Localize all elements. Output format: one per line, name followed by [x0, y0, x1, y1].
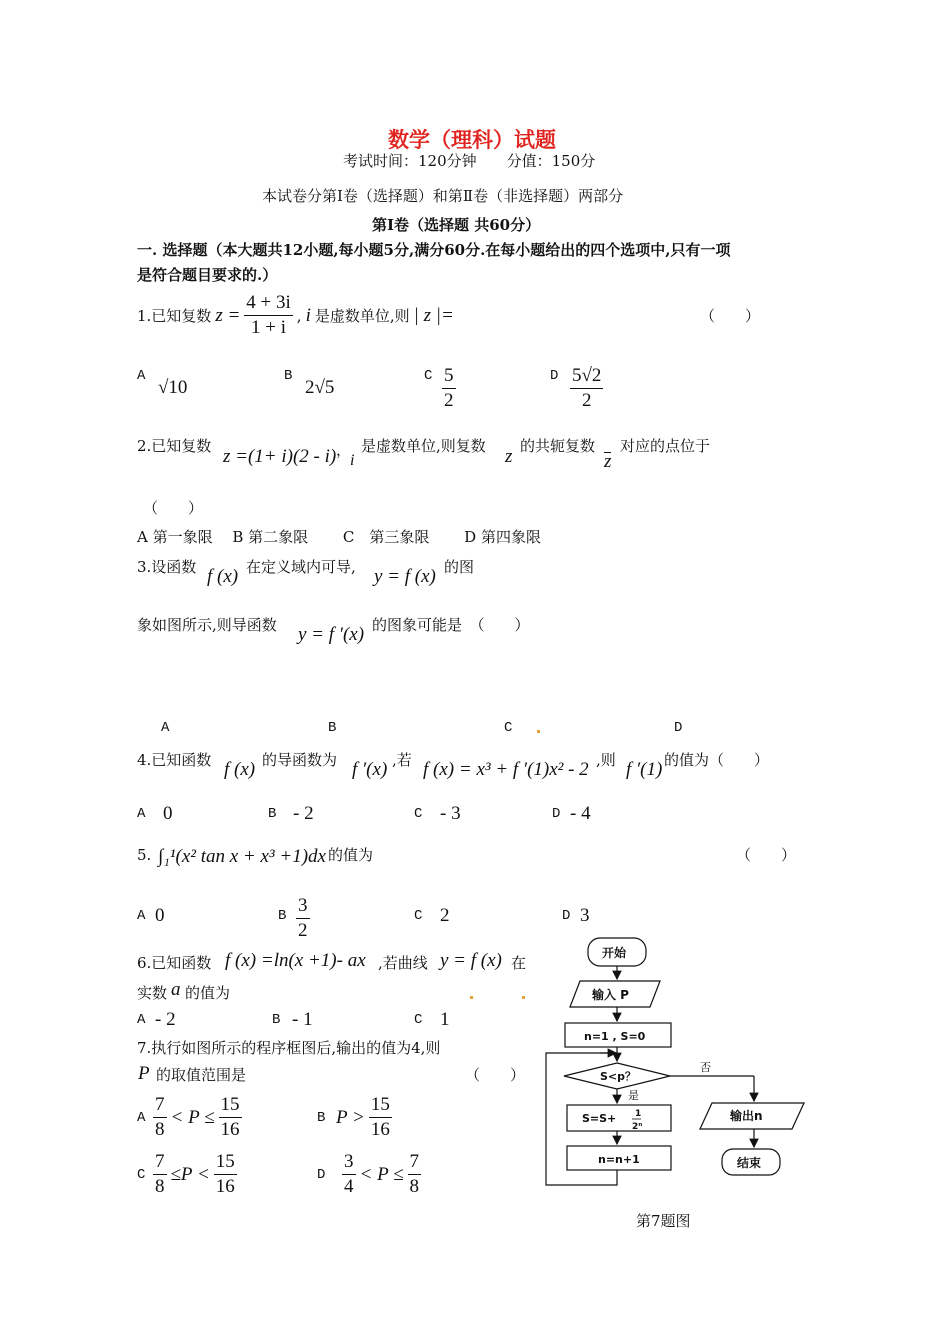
q1-option-a-label: A	[137, 368, 146, 384]
q2-comma: ，	[336, 441, 352, 459]
flowchart-no-label: 否	[700, 1061, 711, 1074]
q4-fpx: f ′(x)	[352, 759, 388, 780]
q6-a: a	[171, 979, 181, 1000]
flowchart-input-label: 输入 P	[592, 988, 629, 1002]
q3-prefix: 3.设函数	[137, 558, 197, 576]
q3-yfpx: y = f ′(x)	[298, 624, 365, 645]
q7-option-d	[342, 1151, 421, 1198]
q4-option-c-value: - 3	[440, 803, 461, 824]
q1-abs: | z |=	[413, 304, 454, 326]
flowchart-frac-den: 2ⁿ	[632, 1122, 643, 1132]
frac-num: 7	[408, 1151, 422, 1175]
frac-num: 15	[369, 1094, 392, 1118]
q5-prefix: 5.	[137, 846, 152, 864]
q7-line1: 7.执行如图所示的程序框图后,输出的值为4,则	[137, 1039, 441, 1057]
q2-expression: z =(1+ i)(2 - i)	[223, 446, 337, 467]
q5-text2: 的值为	[328, 846, 374, 864]
q3-fx: f (x)	[207, 566, 239, 587]
frac-num: 7	[153, 1151, 167, 1175]
q7-option-d-label: D	[317, 1167, 326, 1183]
q3-option-a: A	[161, 720, 170, 736]
page-title: 数学（理科）试题	[388, 127, 556, 152]
question-2	[137, 436, 211, 456]
q7-option-b-right-frac	[369, 1094, 392, 1141]
flowchart-yes-label: 是	[628, 1089, 639, 1102]
q1-option-c-fraction	[442, 365, 456, 412]
q4-option-a-label: A	[137, 806, 146, 822]
scan-speck	[537, 730, 540, 733]
scan-speck	[522, 996, 525, 999]
q5-option-c-value: 2	[440, 905, 450, 926]
q7-option-b	[336, 1094, 392, 1141]
frac-num: 7	[153, 1094, 167, 1118]
q6-option-a-label: A	[137, 1012, 146, 1028]
flowchart-frac-num: 1	[635, 1109, 642, 1119]
q1-prefix: 1.已知复数	[137, 306, 212, 325]
q7-answer-paren: （ ）	[465, 1066, 526, 1084]
q7-option-c	[153, 1151, 237, 1198]
q6-curve: y = f (x)	[440, 950, 502, 971]
q1-option-a-value: √10	[158, 377, 188, 398]
q7-option-b-label: B	[317, 1110, 326, 1126]
q5-answer-paren: （ ）	[736, 846, 797, 864]
q2-zbar: z	[604, 451, 612, 472]
question-1	[137, 292, 454, 339]
q1-option-c-num: 5	[442, 365, 456, 389]
frac-den: 8	[155, 1119, 165, 1140]
q3-text3: 的图	[444, 558, 475, 576]
frac-den: 8	[155, 1176, 165, 1197]
q2-text4: 对应的点位于	[620, 437, 711, 455]
flowchart-update-s-label: S=S+	[582, 1112, 617, 1125]
q1-option-b-value: 2√5	[305, 377, 335, 398]
q6-option-b-value: - 1	[292, 1009, 313, 1030]
frac-den: 4	[344, 1176, 354, 1197]
q7-option-c-mid: ≤P <	[170, 1163, 210, 1185]
q6-option-a-value: - 2	[155, 1009, 176, 1030]
q6-option-c-value: 1	[440, 1009, 450, 1030]
flowchart-start-label: 开始	[602, 946, 627, 960]
q2-options: A 第一象限 B 第二象限 C 第三象限 D 第四象限	[137, 528, 541, 546]
q2-answer-paren: （ ）	[143, 499, 204, 517]
q4-option-c-label: C	[414, 806, 423, 822]
q1-option-d-num: 5√2	[570, 365, 603, 389]
q7-option-d-mid: < P ≤	[359, 1163, 404, 1185]
q3-option-d: D	[674, 720, 683, 736]
q2-i: i	[350, 452, 355, 469]
flowchart-end-label: 结束	[737, 1156, 762, 1170]
q3-text2: 在定义域内可导,	[246, 558, 356, 576]
flowchart-caption: 第7题图	[636, 1212, 691, 1230]
q1-fraction	[244, 292, 293, 339]
q2-z: z	[505, 446, 513, 467]
flowchart-update-n-label: n=n+1	[598, 1153, 640, 1166]
q5-option-d-label: D	[562, 908, 571, 924]
q5-option-b-num: 3	[296, 895, 310, 919]
q1-numerator: 4 + 3i	[244, 292, 293, 316]
flowchart-condition-label: S<p？	[600, 1070, 637, 1083]
q4-option-d-label: D	[552, 806, 561, 822]
q4-fp1: f ′(1)	[626, 759, 663, 780]
exam-info: 考试时间：120分钟 分值：150分	[343, 152, 596, 170]
q5-option-a-value: 0	[155, 905, 165, 926]
q5-option-d-value: 3	[580, 905, 590, 926]
q7-option-d-right-frac	[408, 1151, 422, 1198]
q6-text2: ,若曲线	[378, 954, 428, 972]
q6-prefix: 6.已知函数	[137, 954, 212, 972]
q7-option-d-left-frac	[342, 1151, 356, 1198]
q2-text2: 是虚数单位,则复数	[361, 437, 486, 455]
q4-option-a-value: 0	[163, 803, 173, 824]
q5-option-c-label: C	[414, 908, 423, 924]
q7-option-a-mid: < P ≤	[170, 1106, 215, 1128]
q7-option-a-left-frac	[153, 1094, 167, 1141]
q4-text4: ,则	[596, 751, 616, 769]
q4-text5: 的值为（ ）	[664, 751, 770, 769]
q4-option-b-label: B	[268, 806, 277, 822]
q4-equation: f (x) = x³ + f ′(1)x² - 2	[423, 759, 589, 780]
q7-line2: 的取值范围是	[156, 1066, 247, 1084]
q3-text4: 的图象可能是 （ ）	[372, 616, 530, 634]
q1-option-d-fraction	[570, 365, 603, 412]
section-heading-line1: 一. 选择题（本大题共12小题,每小题5分,满分60分.在每小题给出的四个选项中,只有一项	[137, 241, 731, 259]
q4-option-d-value: - 4	[570, 803, 591, 824]
q5-option-b-den: 2	[298, 920, 308, 941]
q4-fx: f (x)	[224, 759, 256, 780]
scan-speck	[470, 996, 473, 999]
q4-option-b-value: - 2	[293, 803, 314, 824]
section-heading-line2: 是符合题目要求的.）	[137, 266, 278, 284]
q7-option-c-label: C	[137, 1167, 146, 1183]
frac-num: 15	[214, 1151, 237, 1175]
q5-option-b-fraction	[296, 895, 310, 942]
q5-integral: ∫₁¹(x² tan x + x³ +1)dx	[158, 846, 326, 867]
frac-den: 16	[215, 1176, 235, 1197]
q7-p: P	[138, 1063, 150, 1084]
q7-option-a	[153, 1094, 242, 1141]
q1-option-b-label: B	[284, 368, 293, 384]
q7-option-b-mid: P >	[336, 1106, 365, 1128]
q4-text3: ,若	[392, 751, 412, 769]
q1-option-c-den: 2	[444, 390, 454, 411]
part-one-heading: 第Ⅰ卷（选择题 共60分）	[372, 216, 541, 234]
q1-answer-paren: （ ）	[700, 307, 761, 325]
frac-num: 15	[219, 1094, 242, 1118]
q1-text2: 是虚数单位,则	[314, 306, 410, 325]
q6-option-b-label: B	[272, 1012, 281, 1028]
q3-yfx: y = f (x)	[374, 566, 436, 587]
q4-prefix: 4.已知函数	[137, 751, 212, 769]
frac-num: 3	[342, 1151, 356, 1175]
q7-option-a-right-frac	[219, 1094, 242, 1141]
q7-option-a-label: A	[137, 1110, 146, 1126]
q3-option-c: C	[504, 720, 513, 736]
q2-prefix: 2.已知复数	[137, 437, 212, 455]
q5-option-a-label: A	[137, 908, 146, 924]
q1-option-d-den: 2	[581, 390, 592, 411]
q7-option-c-right-frac	[214, 1151, 237, 1198]
q6-line2a: 实数	[137, 984, 168, 1002]
q1-denominator: 1 + i	[251, 317, 287, 338]
q3-option-b: B	[328, 720, 337, 736]
q6-equation: f (x) =ln(x +1)- ax	[225, 950, 366, 971]
flowchart-output-label: 输出n	[730, 1109, 763, 1123]
q1-option-d-label: D	[550, 368, 559, 384]
flowchart-figure	[540, 935, 820, 1195]
q1-option-c-label: C	[424, 368, 433, 384]
flowchart-init-label: n=1 , S=0	[584, 1030, 646, 1043]
frac-den: 8	[409, 1176, 420, 1197]
frac-den: 16	[370, 1119, 390, 1140]
q3-line2: 象如图所示,则导函数	[137, 616, 277, 634]
q6-text3: 在	[511, 954, 527, 972]
q1-z-eq: z =	[215, 304, 241, 326]
q2-text3: 的共轭复数	[520, 437, 596, 455]
paper-intro: 本试卷分第Ⅰ卷（选择题）和第Ⅱ卷（非选择题）两部分	[262, 187, 624, 205]
frac-den: 16	[220, 1119, 240, 1140]
q7-option-c-left-frac	[153, 1151, 167, 1198]
q4-text2: 的导函数为	[262, 751, 338, 769]
q1-i: i	[305, 304, 311, 326]
q6-line2b: 的值为	[185, 984, 231, 1002]
q6-option-c-label: C	[414, 1012, 423, 1028]
q5-option-b-label: B	[278, 908, 287, 924]
q1-comma: ,	[296, 306, 302, 325]
